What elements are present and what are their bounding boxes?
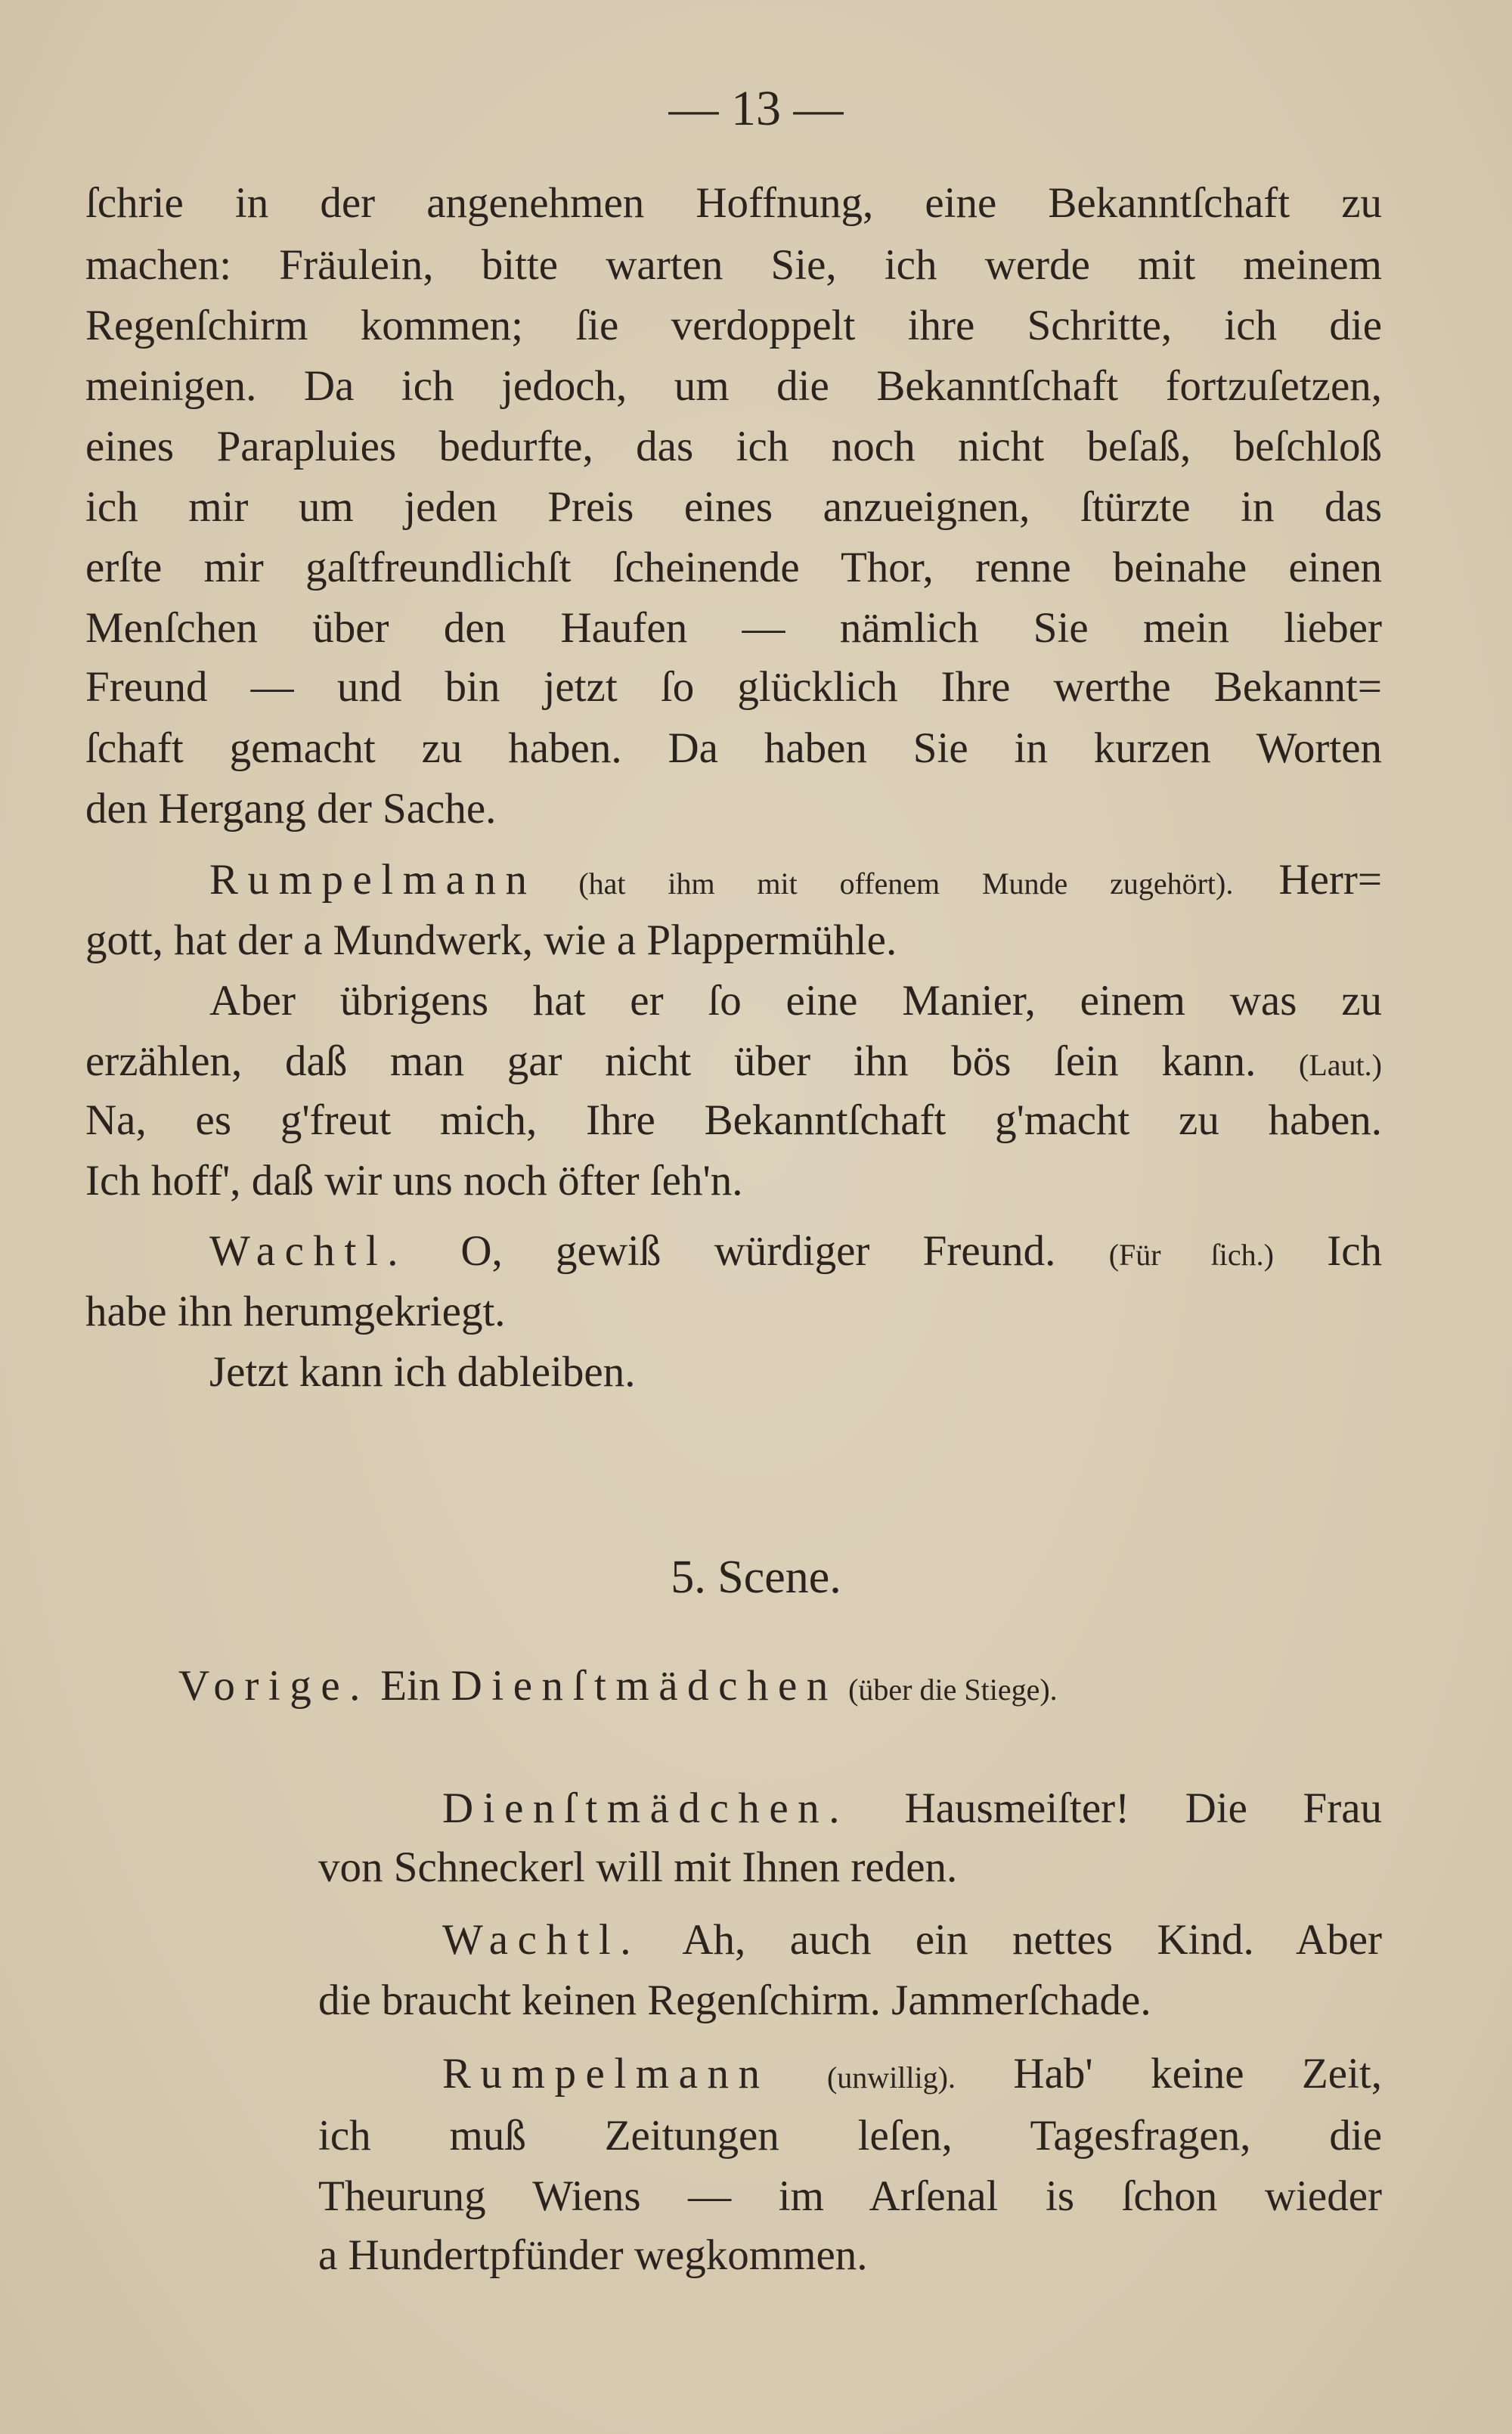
text-segment: erzählen, daß man gar nicht über ihn bös ſein kann.: [85, 1037, 1300, 1085]
text-segment: erſte mir gaſtfreundlichſt ſcheinende Thor, renne beinahe einen: [85, 544, 1382, 591]
text-segment: [770, 2050, 827, 2098]
speaker-name: Wachtl.: [209, 1227, 408, 1275]
scene-text-line: [318, 2106, 1382, 2166]
scene-text-line: [318, 1970, 1151, 2031]
speaker-name: Rumpelmann: [209, 856, 537, 904]
text-segment: ſchrie in der angenehmen Hoffnung, eine Bekanntſchaft zu: [85, 179, 1382, 227]
speaker-name: Rumpelmann: [442, 2050, 770, 2098]
text-segment: machen: Fräulein, bitte warten Sie, ich werde mit meinem: [85, 241, 1382, 289]
text-segment: ich muß Zeitungen leſen, Tagesfragen, die: [318, 2112, 1382, 2160]
main-text-line: [209, 1342, 635, 1403]
text-segment: O, gewiß würdiger Freund.: [407, 1227, 1109, 1275]
scene-text-line: [318, 2166, 1382, 2227]
text-segment: Ich hoff', daß wir uns noch öfter ſeh'n.: [85, 1157, 743, 1205]
text-segment: [838, 1662, 848, 1710]
text-segment: eines Parapluies bedurfte, das ich noch nicht beſaß, beſchloß: [85, 423, 1382, 470]
text-segment: Menſchen über den Haufen — nämlich Sie mein lieber: [85, 604, 1382, 652]
text-segment: ich mir um jeden Preis eines anzueignen, ſtürzte in das: [85, 483, 1382, 531]
text-segment: Ah, auch ein nettes Kind. Aber: [640, 1916, 1382, 1964]
stage-direction: (unwillig).: [826, 2060, 956, 2094]
text-segment: Jetzt kann ich dableiben.: [209, 1348, 636, 1396]
main-text-line: [85, 477, 1382, 538]
text-segment: Ich: [1273, 1227, 1383, 1275]
stage-direction: (Laut.): [1299, 1048, 1382, 1082]
text-segment: Aber übrigens hat er ſo eine Manier, einem was zu: [209, 977, 1382, 1025]
main-text-line: [85, 1151, 743, 1211]
main-text-line: [85, 356, 1382, 417]
heading-text-line: [0, 1547, 1512, 1608]
main-text-line: [85, 1282, 506, 1342]
main-text-line: [85, 417, 1382, 477]
text-segment: Hab' keine Zeit,: [955, 2050, 1383, 2098]
text-segment: die braucht keinen Regenſchirm. Jammerſchade.: [318, 1977, 1151, 2024]
text-segment: 5. Scene.: [671, 1552, 841, 1603]
speaker-name: Dienſtmädchen.: [442, 1784, 850, 1832]
main-text-line: [85, 1090, 1382, 1151]
text-segment: Regenſchirm kommen; ſie verdoppelt ihre Schritte, ich die: [85, 302, 1382, 349]
text-segment: gott, hat der a Mundwerk, wie a Plappermühle.: [85, 916, 897, 964]
text-segment: Na, es g'freut mich, Ihre Bekanntſchaft g'macht zu haben.: [85, 1096, 1382, 1144]
main-text-line: [85, 235, 1382, 296]
scene-text-line: [442, 2044, 1382, 2108]
text-segment: meinigen. Da ich jedoch, um die Bekanntſchaft fortzuſetzen,: [85, 362, 1382, 410]
main-text-line: [85, 538, 1382, 598]
speaker-name: Dienſtmädchen: [451, 1662, 838, 1710]
cast-text-line: [178, 1656, 1058, 1720]
main-text-line: [209, 850, 1382, 914]
text-segment: Freund — und bin jetzt ſo glücklich Ihre werthe Bekannt=: [85, 663, 1382, 711]
main-text-line: [85, 296, 1382, 356]
main-text-line: [209, 1221, 1382, 1285]
text-segment: Hausmeiſter! Die Frau: [849, 1784, 1382, 1832]
main-text-line: [85, 779, 496, 839]
main-text-line: [85, 910, 897, 971]
main-text-line: [85, 657, 1382, 718]
text-segment: ſchaft gemacht zu haben. Da haben Sie in kurzen Worten: [85, 724, 1382, 772]
stage-direction: (über die Stiege).: [848, 1673, 1058, 1707]
main-text-line: [85, 598, 1382, 659]
stage-direction: (hat ihm mit offenem Munde zugehört).: [536, 867, 1234, 901]
main-text-line: [85, 1031, 1382, 1096]
main-text-line: [209, 971, 1382, 1031]
main-text-line: [85, 718, 1382, 779]
scene-text-line: [442, 1778, 1382, 1839]
scene-text-line: [318, 1837, 957, 1898]
text-segment: a Hundertpfünder wegkommen.: [318, 2231, 868, 2279]
text-segment: von Schneckerl will mit Ihnen reden.: [318, 1843, 958, 1891]
text-segment: den Hergang der Sache.: [85, 785, 497, 833]
speaker-name: Wachtl.: [442, 1916, 641, 1964]
text-segment: Ein: [369, 1662, 451, 1710]
text-segment: Herr=: [1233, 856, 1383, 904]
text-segment: Theurung Wiens — im Arſenal is ſchon wieder: [318, 2172, 1382, 2220]
stage-direction: (Für ſich.): [1108, 1238, 1274, 1272]
scene-text-line: [318, 2225, 868, 2286]
page-number: — 13 —: [668, 81, 844, 136]
text-segment: habe ihn herumgekriegt.: [85, 1288, 506, 1335]
speaker-name: Vorige.: [178, 1662, 370, 1710]
main-text-line: [85, 173, 1382, 234]
scene-text-line: [442, 1910, 1382, 1970]
